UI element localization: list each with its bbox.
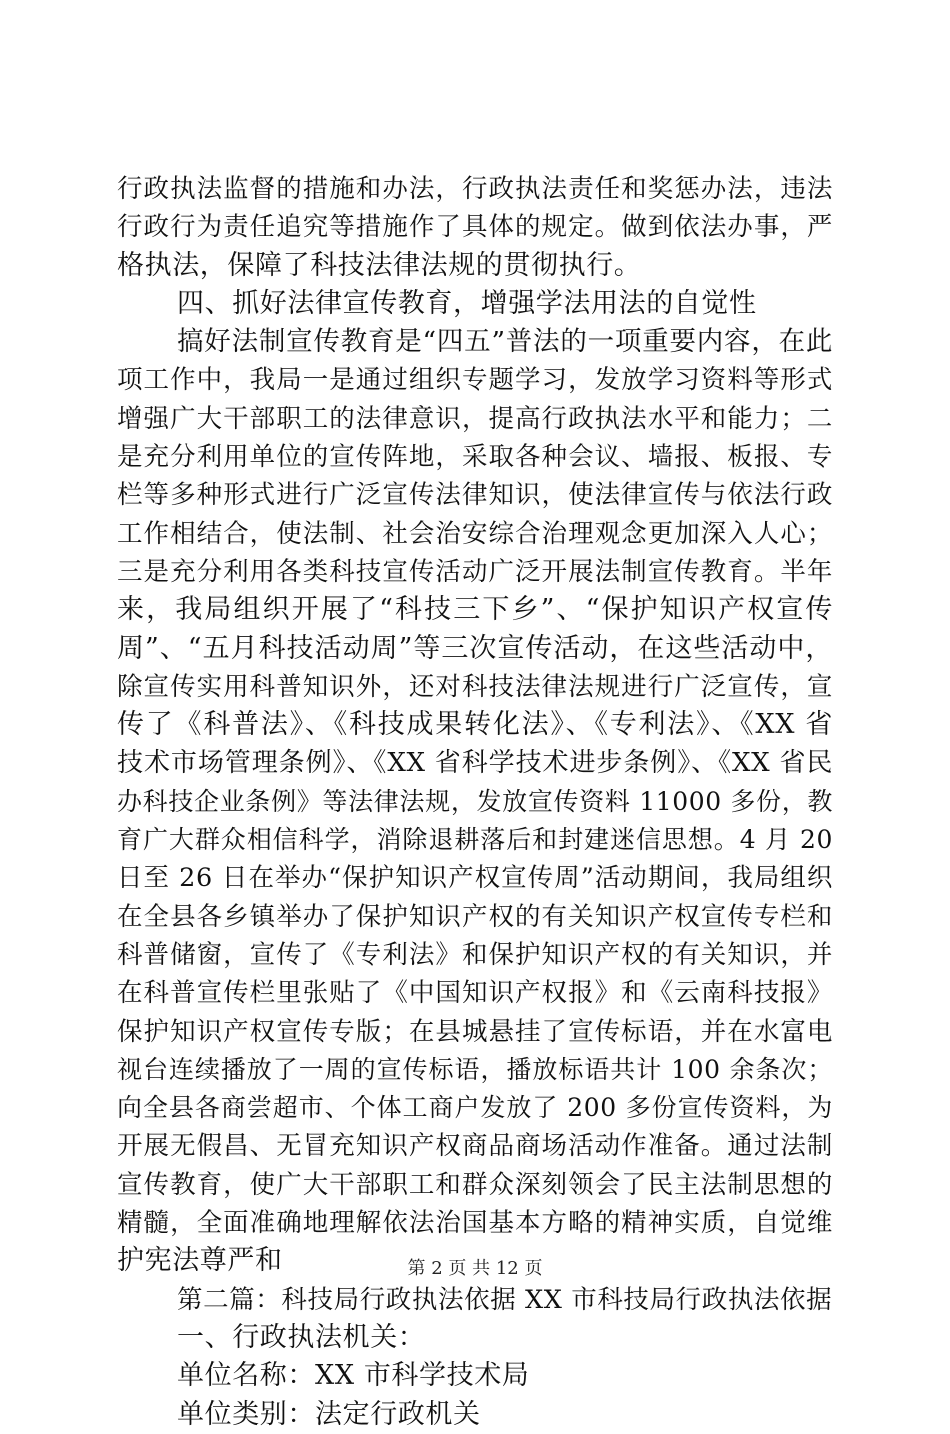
- text-line: 视台连续播放了一周的宣传标语，播放标语共计 100 余条次；: [117, 1054, 833, 1084]
- unit-category: 单位类别：法定行政机关: [177, 1398, 481, 1430]
- text-line: 来，我局组织开展了“科技三下乡”、“保护知识产权宣传: [117, 594, 833, 626]
- paragraph-start: 搞好法制宣传教育是“四五”普法的一项重要内容，在此: [177, 326, 833, 358]
- unit-name: 单位名称：XX 市科学技术局: [177, 1360, 530, 1392]
- text-line: 在科普宣传栏里张贴了《中国知识产权报》和《云南科技报》: [117, 978, 833, 1009]
- text-line: 增强广大干部职工的法律意识，提高行政执法水平和能力；二: [117, 403, 833, 434]
- text-line: 办科技企业条例》等法律法规，发放宣传资料 11000 多份，教: [117, 786, 833, 816]
- text-line: 三是充分利用各类科技宣传活动广泛开展法制宣传教育。半年: [117, 556, 833, 587]
- text-line: 护宪法尊严和: [117, 1245, 283, 1277]
- text-line: 栏等多种形式进行广泛宣传法律知识，使法律宣传与依法行政: [117, 480, 833, 511]
- text-line: 科普储窗，宣传了《专利法》和保护知识产权的有关知识，并: [117, 939, 833, 970]
- text-line: 行政执法监督的措施和办法，行政执法责任和奖惩办法，违法: [117, 174, 833, 204]
- page-footer: 第 2 页 共 12 页: [407, 1258, 543, 1279]
- text-line: 育广大群众相信科学，消除退耕落后和封建迷信思想。4 月 20: [117, 825, 833, 855]
- text-line: 精髓，全面准确地理解依法治国基本方略的精神实质，自觉维: [117, 1208, 833, 1239]
- text-line: 传了《科普法》、《科技成果转化法》、《专利法》、《XX 省: [117, 709, 833, 741]
- text-line: 工作相结合，使法制、社会治安综合治理观念更加深入人心；: [117, 518, 833, 549]
- section-heading: 四、抓好法律宣传教育，增强学法用法的自觉性: [177, 287, 757, 319]
- text-line: 项工作中，我局一是通过组织专题学习，发放学习资料等形式: [117, 365, 833, 396]
- text-line: 周”、“五月科技活动周”等三次宣传活动，在这些活动中，: [117, 632, 833, 664]
- chapter-title: 第二篇：科技局行政执法依据 XX 市科技局行政执法依据: [177, 1284, 833, 1315]
- body-text: [117, 170, 833, 1434]
- text-line: 开展无假昌、无冒充知识产权商品商场活动作准备。通过法制: [117, 1131, 833, 1162]
- text-line: 行政行为责任追究等措施作了具体的规定。做到依法办事，严: [117, 212, 833, 243]
- text-line: 技术市场管理条例》、《XX 省科学技术进步条例》、《XX 省民: [117, 748, 833, 779]
- text-line: 保护知识产权宣传专版；在县城悬挂了宣传标语，并在水富电: [117, 1016, 833, 1047]
- text-line: 格执法，保障了科技法律法规的贯彻执行。: [117, 249, 642, 281]
- text-line: 在全县各乡镇举办了保护知识产权的有关知识产权宣传专栏和: [117, 901, 833, 932]
- text-line: 宣传教育，使广大干部职工和群众深刻领会了民主法制思想的: [117, 1169, 833, 1200]
- text-line: 除宣传实用科普知识外，还对科技法律法规进行广泛宣传，宣: [117, 671, 833, 702]
- text-line: 向全县各商尝超市、个体工商户发放了 200 多份宣传资料，为: [117, 1093, 833, 1123]
- section-heading: 一、行政执法机关：: [177, 1321, 426, 1353]
- text-line: 日至 26 日在举办“保护知识产权宣传周”活动期间，我局组织: [117, 863, 833, 894]
- text-line: 是充分利用单位的宣传阵地，采取各种会议、墙报、板报、专: [117, 442, 833, 473]
